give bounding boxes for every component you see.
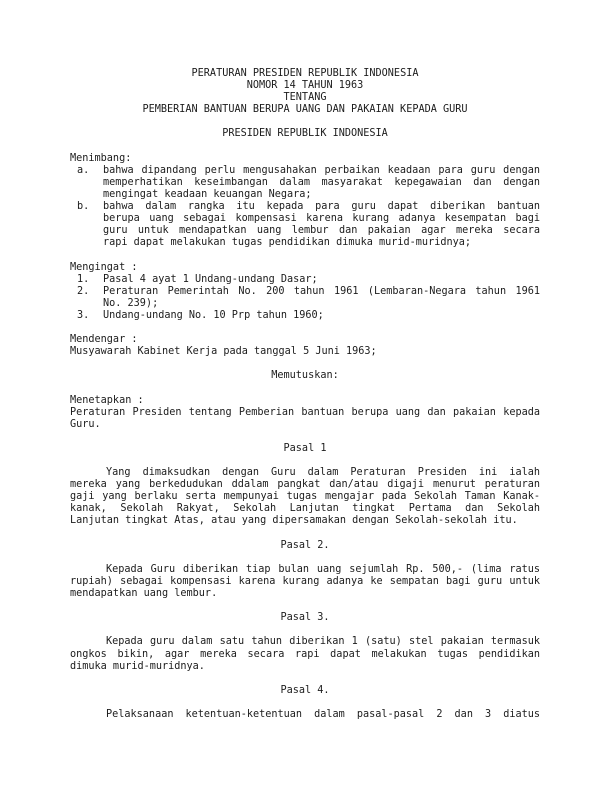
text-line: mereka yang berkedudukan ddalam pangkat dan/atau digaji menurut peraturan [70, 479, 540, 491]
blank-line [70, 322, 540, 334]
text-line: Peraturan Presiden tentang Pemberian bantuan berupa uang dan pakaian kepada [70, 406, 540, 418]
text-line: Pasal 4. [280, 684, 330, 696]
text-line: mengingat keadaan keuangan Negara; [103, 188, 312, 200]
text-line: Mengingat : [70, 261, 138, 273]
text-line: Kepada guru dalam satu tahun diberikan 1 (satu) stel pakaian termasuk [106, 636, 540, 648]
blank-line [70, 528, 540, 540]
blank-line [70, 141, 540, 153]
text-line: gaji yang berlaku serta mempunyai tugas mengajar pada Sekolah Taman Kanak- [70, 491, 540, 503]
text-line: Pelaksanaan ketentuan-ketentuan dalam pasal-pasal 2 dan 3 diatus [106, 708, 540, 720]
blank-line [70, 249, 540, 261]
menetapkan-heading [70, 395, 540, 407]
menimbang-item-a [70, 165, 540, 201]
text-line: PERATURAN PRESIDEN REPUBLIK INDONESIA [191, 68, 419, 79]
text-line: NOMOR 14 TAHUN 1963 [246, 80, 364, 92]
mendengar-section [70, 334, 540, 358]
text-line: Pasal 4 ayat 1 Undang-undang Dasar; [103, 273, 318, 285]
text-line: bahwa dalam rangka itu kepada para guru dapat diberikan bantuan [103, 201, 540, 213]
text-line: Menetapkan : [70, 394, 144, 406]
list-marker: a. [77, 164, 90, 176]
issuing-authority [70, 128, 540, 140]
blank-line [70, 552, 540, 564]
text-line: Musyawarah Kabinet Kerja pada tanggal 5 Juni 1963; [70, 346, 377, 358]
text-line: PEMBERIAN BANTUAN BERUPA UANG DAN PAKAIAN KEPADA GURU [142, 104, 468, 116]
blank-line [70, 697, 540, 709]
blank-line [70, 358, 540, 370]
document-content [70, 68, 540, 721]
menimbang-heading [70, 153, 540, 165]
list-marker: b. [77, 201, 90, 213]
blank-line [70, 116, 540, 128]
list-marker: 1. [77, 273, 90, 285]
mengingat-item-1 [70, 274, 540, 286]
mengingat-item-2 [70, 286, 540, 310]
menimbang-item-b [70, 201, 540, 249]
list-marker: 2. [77, 285, 90, 297]
text-line: kanak, Sekolah Rakyat, Sekolah Lanjutan tingkat Pertama dan Sekolah [70, 503, 540, 515]
mengingat-item-3 [70, 310, 540, 322]
text-line: Memutuskan: [271, 370, 339, 382]
text-line: rupiah) sebagai kompensasi karena kurang adanya ke sempatan bagi guru untuk [70, 575, 540, 587]
blank-line [70, 431, 540, 443]
text-line: Peraturan Pemerintah No. 200 tahun 1961 (Lembaran-Negara tahun 1961 [103, 285, 540, 297]
blank-line [70, 600, 540, 612]
text-line: guru untuk mendapatkan uang lembur dan pakaian agar mereka secara [103, 225, 540, 237]
blank-line [70, 624, 540, 636]
mengingat-heading [70, 262, 540, 274]
text-line: No. 239); [103, 297, 159, 309]
text-line: rapi dapat melakukan tugas pendidikan dimuka murid-muridnya; [103, 237, 472, 249]
text-line: dimuka murid-muridnya. [70, 660, 205, 672]
text-line: Pasal 1 [283, 442, 327, 454]
list-marker: 3. [77, 309, 90, 321]
text-line: Mendengar : [70, 334, 138, 346]
text-line: TENTANG [283, 92, 327, 104]
pasal-4-heading [70, 685, 540, 697]
menetapkan-body [70, 407, 540, 431]
text-line: PRESIDEN REPUBLIK INDONESIA [222, 128, 388, 140]
text-line: Pasal 3. [280, 612, 330, 624]
text-line: bahwa dipandang perlu mengusahakan perbaikan keadaan para guru dengan [103, 164, 540, 176]
text-line: Lanjutan tingkat Atas, atau yang dipersamakan dengan Sekolah-sekolah itu. [70, 515, 518, 527]
text-line: Pasal 2. [280, 539, 330, 551]
pasal-4-body [70, 709, 540, 721]
blank-line [70, 382, 540, 394]
pasal-1-heading [70, 443, 540, 455]
text-line: mendapatkan uang lembur. [70, 588, 218, 600]
pasal-1-body [70, 467, 540, 527]
text-line: berupa uang sebagai kompensasi karena kurang adanya kesempatan bagi [103, 213, 540, 225]
pasal-2-heading [70, 540, 540, 552]
doc-title [70, 68, 540, 116]
pasal-3-body [70, 636, 540, 672]
memutuskan-heading [70, 370, 540, 382]
text-line: Yang dimaksudkan dengan Guru dalam Peraturan Presiden ini ialah [106, 467, 540, 479]
blank-line [70, 455, 540, 467]
pasal-3-heading [70, 612, 540, 624]
blank-line [70, 673, 540, 685]
pasal-2-body [70, 564, 540, 600]
text-line: Undang-undang No. 10 Prp tahun 1960; [103, 309, 324, 321]
text-line: memperhatikan keseimbangan dalam masyarakat kepegawaian dan dengan [103, 176, 540, 188]
text-line: Guru. [70, 418, 101, 430]
text-line: Menimbang: [70, 152, 132, 164]
text-line: ongkos bikin, agar mereka secara rapi dapat melakukan tugas pendidikan [70, 648, 540, 660]
text-line: Kepada Guru diberikan tiap bulan uang sejumlah Rp. 500,- (lima ratus [106, 563, 540, 575]
